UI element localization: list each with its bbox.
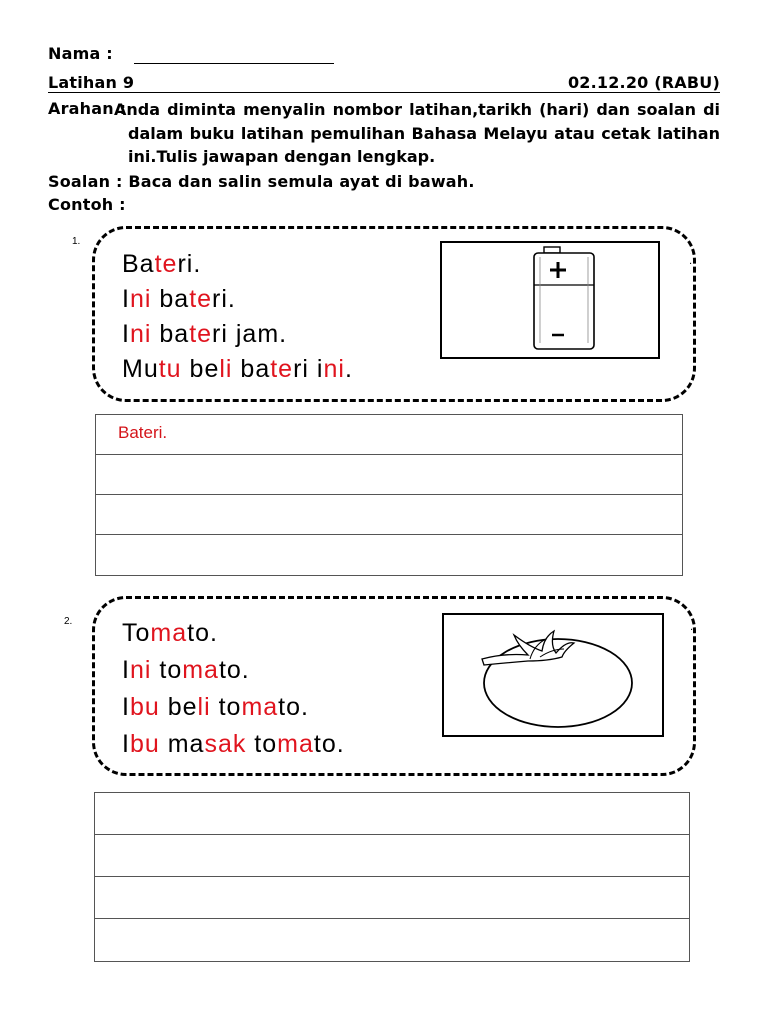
highlighted-syllable: ni <box>129 320 152 348</box>
syllable: ri jam. <box>212 320 288 348</box>
highlighted-syllable: sak <box>204 730 247 758</box>
question-instruction: Soalan : Baca dan salin semula ayat di bawah. <box>48 172 475 191</box>
highlighted-syllable: bu <box>129 693 160 721</box>
syllable: I <box>122 285 130 313</box>
picture-box <box>442 613 664 737</box>
sentence-line <box>122 248 353 283</box>
syllable: I <box>122 730 130 758</box>
syllable: to <box>151 656 183 684</box>
syllable: ri. <box>177 250 202 278</box>
syllable: ba <box>232 355 271 383</box>
syllable: Ba <box>122 250 155 278</box>
syllable: I <box>122 320 130 348</box>
sentence-line <box>122 691 345 728</box>
syllable: ma <box>159 730 205 758</box>
example-label: Contoh : <box>48 195 126 214</box>
highlighted-syllable: ni <box>129 285 152 313</box>
syllable: ba <box>151 285 190 313</box>
sentence-line <box>122 353 353 388</box>
highlighted-syllable: ni <box>323 355 345 383</box>
picture-box <box>440 241 660 359</box>
syllable: ri. <box>212 285 236 313</box>
syllable: I <box>122 656 130 684</box>
instruction-label: Arahan : <box>48 99 127 118</box>
name-blank-line[interactable] <box>134 63 334 64</box>
sentence-lines <box>122 248 353 388</box>
highlighted-syllable: te <box>189 285 213 313</box>
syllable: to. <box>218 656 250 684</box>
sentence-block <box>122 248 353 388</box>
header-rule <box>48 92 720 93</box>
syllable: To <box>122 619 151 647</box>
highlighted-syllable: te <box>154 250 178 278</box>
highlighted-syllable: ma <box>182 656 219 684</box>
name-label: Nama : <box>48 44 113 63</box>
syllable: ri i <box>293 355 324 383</box>
answer-row[interactable] <box>96 495 682 535</box>
answer-row[interactable] <box>95 877 689 919</box>
syllable: . <box>344 355 353 383</box>
highlighted-syllable: ma <box>150 619 188 647</box>
highlighted-syllable: li <box>219 355 233 383</box>
highlighted-syllable: ma <box>241 693 279 721</box>
battery-icon <box>442 243 657 356</box>
answer-row[interactable] <box>96 455 682 495</box>
syllable: to <box>210 693 242 721</box>
answer-box[interactable] <box>94 792 690 962</box>
highlighted-syllable: li <box>197 693 211 721</box>
answer-row[interactable] <box>96 415 682 455</box>
syllable: to. <box>187 619 218 647</box>
syllable: I <box>122 693 130 721</box>
instruction-text: Anda diminta menyalin nombor latihan,tarikh (hari) dan soalan di dalam buku latihan pemulihan Bahasa Melayu atau cetak latihan ini.Tulis jawapan dengan lengkap. <box>114 100 720 166</box>
highlighted-syllable: te <box>189 320 213 348</box>
syllable: Mu <box>122 355 159 383</box>
highlighted-syllable: bu <box>129 730 160 758</box>
sentence-line <box>122 283 353 318</box>
sentence-line <box>122 617 345 654</box>
exercise-title: Latihan 9 <box>48 73 135 92</box>
highlighted-syllable: tu <box>158 355 182 383</box>
example-answer: Bateri. <box>118 423 168 442</box>
question-number: 1. <box>72 236 81 247</box>
stray-mark: . <box>689 256 693 267</box>
sentence-line <box>122 318 353 353</box>
syllable: to. <box>278 693 309 721</box>
highlighted-syllable: ma <box>277 730 314 758</box>
tomato-icon <box>444 615 661 734</box>
answer-row[interactable] <box>95 793 689 835</box>
answer-box[interactable] <box>95 414 683 576</box>
answer-row[interactable] <box>96 535 682 575</box>
syllable: be <box>181 355 220 383</box>
highlighted-syllable: te <box>270 355 294 383</box>
syllable: be <box>159 693 198 721</box>
sentence-line <box>122 728 345 765</box>
syllable: to <box>246 730 278 758</box>
syllable: to. <box>313 730 345 758</box>
exercise-date: 02.12.20 (RABU) <box>567 73 720 92</box>
answer-row[interactable] <box>95 919 689 961</box>
question-number: 2. <box>64 616 73 627</box>
stray-mark: . <box>690 622 694 633</box>
sentence-block <box>122 617 345 765</box>
answer-row[interactable] <box>95 835 689 877</box>
syllable: ba <box>151 320 190 348</box>
sentence-line <box>122 654 345 691</box>
sentence-lines <box>122 617 345 765</box>
highlighted-syllable: ni <box>129 656 152 684</box>
